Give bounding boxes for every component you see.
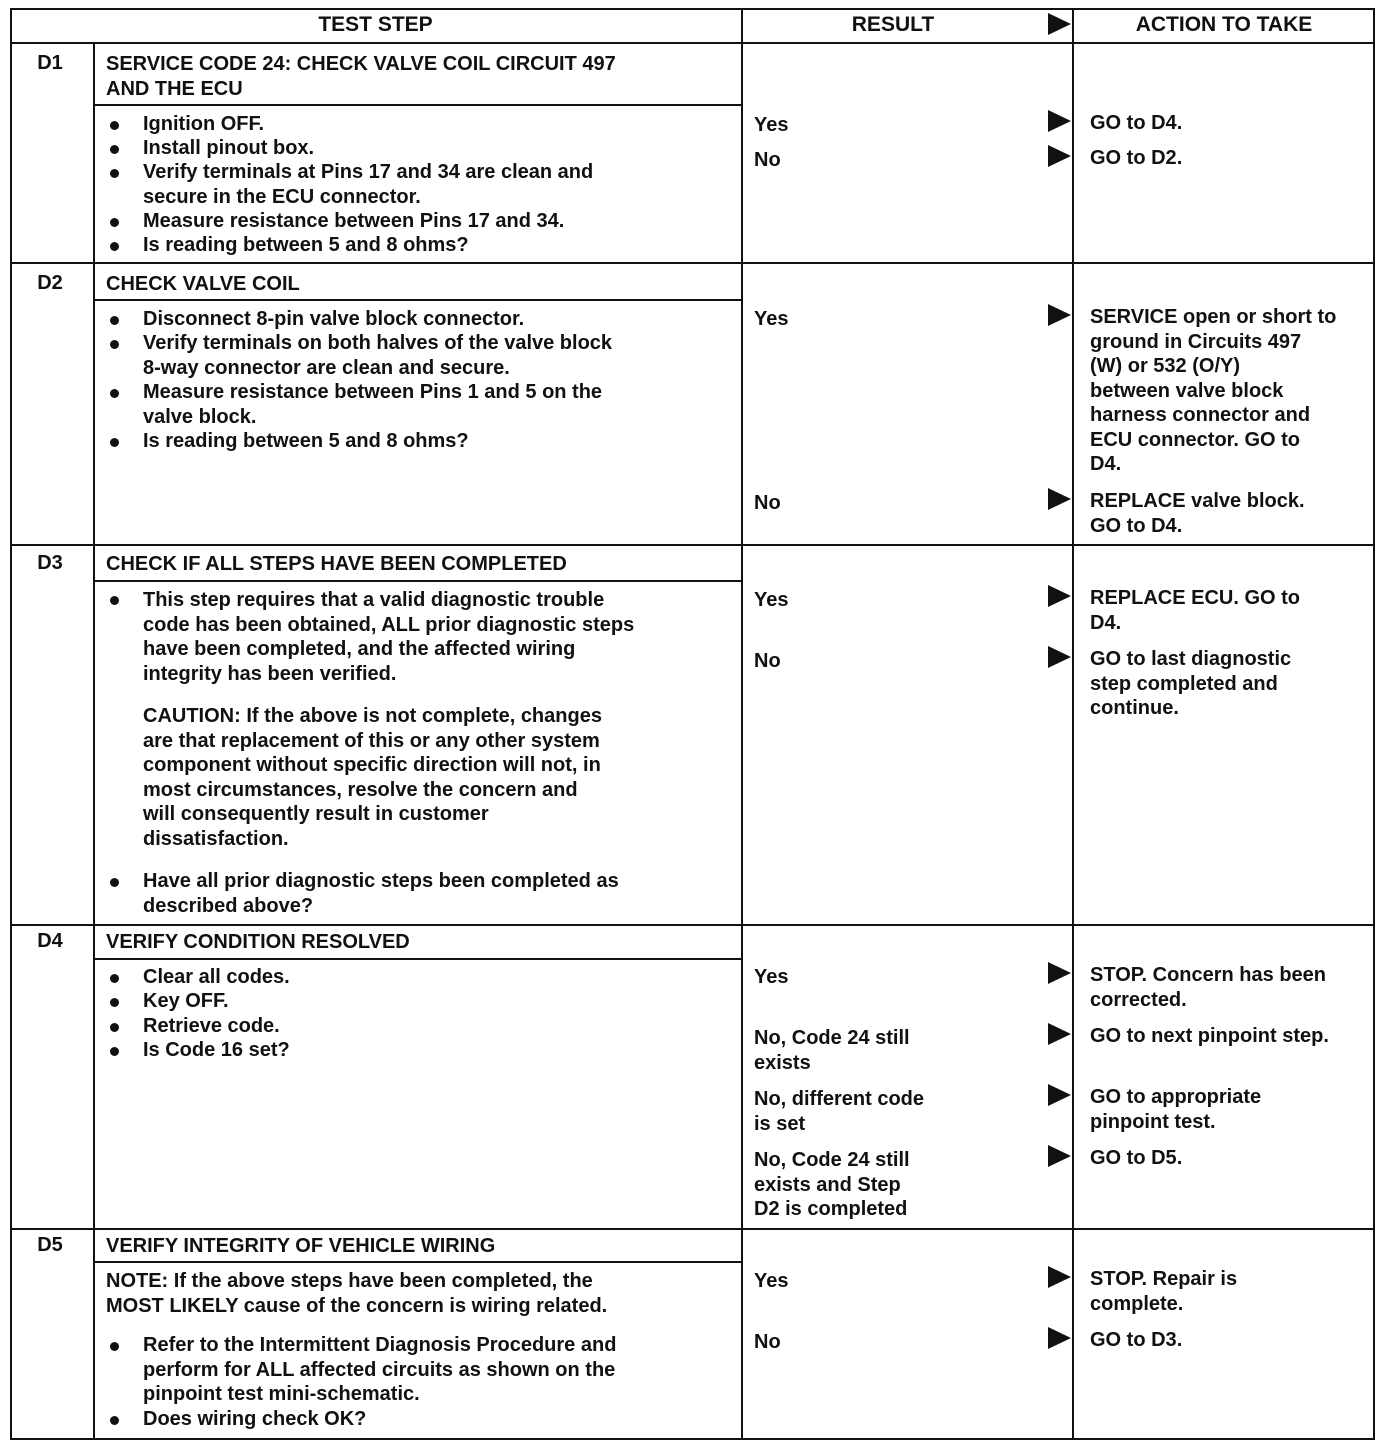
action-text: GO to D5. <box>1090 1147 1183 1169</box>
row-divider <box>10 924 1375 926</box>
title-underline-d4 <box>93 958 741 960</box>
arrow-icon <box>1048 1023 1071 1045</box>
action-text: GO to D2. <box>1090 147 1183 169</box>
arrow-icon <box>1048 110 1071 132</box>
bullet-text: Ignition OFF. <box>143 113 265 135</box>
table-border-top <box>10 8 1375 10</box>
action-text: REPLACE valve block. GO to D4. <box>1090 490 1305 537</box>
action-text: REPLACE ECU. GO to D4. <box>1090 587 1301 634</box>
bullet-text: Install pinout box. <box>143 137 315 159</box>
arrow-icon <box>1048 488 1071 510</box>
step-divider-d1 <box>93 42 95 262</box>
result-label: Yes <box>754 114 789 136</box>
arrow-icon <box>1048 1327 1071 1349</box>
arrow-icon <box>1048 145 1071 167</box>
bullet-icon <box>110 1342 119 1351</box>
step-title-d3: CHECK IF ALL STEPS HAVE BEEN COMPLETED <box>106 553 567 575</box>
bullet-text: Is reading between 5 and 8 ohms? <box>143 234 469 256</box>
bullet-icon <box>110 1023 119 1032</box>
bullet-text: Is Code 16 set? <box>143 1039 290 1061</box>
bullet-icon <box>110 974 119 983</box>
result-label: No <box>754 149 781 171</box>
result-label: No, Code 24 still exists and Step D2 is completed <box>754 1149 910 1220</box>
bullet-icon <box>110 596 119 605</box>
bullet-icon <box>110 998 119 1007</box>
step-title-d5: VERIFY INTEGRITY OF VEHICLE WIRING <box>106 1235 496 1257</box>
step-code-d4: D4 <box>37 930 63 952</box>
header-test-step: TEST STEP <box>318 13 433 36</box>
header-divider <box>10 42 1375 44</box>
title-underline-d2 <box>93 299 741 301</box>
bullet-icon <box>110 340 119 349</box>
action-text: GO to D3. <box>1090 1329 1183 1351</box>
arrow-icon <box>1048 585 1071 607</box>
bullet-text: Have all prior diagnostic steps been completed as described above? <box>143 870 619 917</box>
column-divider-action <box>1072 8 1074 1440</box>
bullet-icon <box>110 218 119 227</box>
action-text: GO to last diagnostic step completed and continue. <box>1090 648 1292 719</box>
bullet-text: Does wiring check OK? <box>143 1408 367 1430</box>
header-result: RESULT <box>851 13 935 36</box>
action-text: STOP. Concern has been corrected. <box>1090 964 1327 1011</box>
step-title-d2: CHECK VALVE COIL <box>106 273 300 295</box>
result-label: Yes <box>754 1270 789 1292</box>
title-underline-d3 <box>93 580 741 582</box>
step-code-d5: D5 <box>37 1234 63 1256</box>
arrow-icon <box>1048 1145 1071 1167</box>
header-action: ACTION TO TAKE <box>1135 13 1313 36</box>
bullet-icon <box>110 389 119 398</box>
result-label: No <box>754 1331 781 1353</box>
bullet-text: Measure resistance between Pins 17 and 34. <box>143 210 565 232</box>
step-divider-d2 <box>93 262 95 544</box>
action-text: GO to appropriate pinpoint test. <box>1090 1086 1262 1133</box>
bullet-text: Refer to the Intermittent Diagnosis Procedure and perform for ALL affected circuits as shown on the pinpoint test mini-schematic. <box>143 1334 617 1405</box>
action-text: GO to D4. <box>1090 112 1183 134</box>
bullet-text: Key OFF. <box>143 990 229 1012</box>
bullet-icon <box>110 145 119 154</box>
action-text: GO to next pinpoint step. <box>1090 1025 1329 1047</box>
bullet-icon <box>110 438 119 447</box>
action-text: STOP. Repair is complete. <box>1090 1268 1238 1315</box>
row-divider <box>10 262 1375 264</box>
arrow-icon <box>1048 646 1071 668</box>
bullet-text: Verify terminals at Pins 17 and 34 are clean and secure in the ECU connector. <box>143 161 594 208</box>
bullet-text: This step requires that a valid diagnostic trouble code has been obtained, ALL prior diagnostic steps have been completed, and the affected wiring integrity has been verified. <box>143 589 635 685</box>
diagnostic-table <box>10 8 1375 1440</box>
bullet-text: Retrieve code. <box>143 1015 280 1037</box>
title-underline-d5 <box>93 1261 741 1263</box>
arrow-icon <box>1048 304 1071 326</box>
arrow-icon <box>1048 1084 1071 1106</box>
bullet-icon <box>110 242 119 251</box>
step-code-d1: D1 <box>37 52 63 74</box>
step-title-d1: SERVICE CODE 24: CHECK VALVE COIL CIRCUIT 497 AND THE ECU <box>106 53 616 100</box>
step-divider-d4 <box>93 924 95 1228</box>
step-title-d4: VERIFY CONDITION RESOLVED <box>106 931 410 953</box>
arrow-icon <box>1048 1266 1071 1288</box>
bullet-icon <box>110 878 119 887</box>
action-text: SERVICE open or short to ground in Circuits 497 (W) or 532 (O/Y) between valve block harness connector and ECU connector. GO to D4. <box>1090 306 1337 475</box>
result-label: Yes <box>754 966 789 988</box>
bullet-text: Is reading between 5 and 8 ohms? <box>143 430 469 452</box>
bullet-text: Measure resistance between Pins 1 and 5 on the valve block. <box>143 381 603 428</box>
bullet-icon <box>110 1047 119 1056</box>
caution-text: CAUTION: If the above is not complete, changes are that replacement of this or any other system component without specific direction will not, in most circumstances, resolve the concern and will consequently result in customer dissatisfaction. <box>143 705 602 850</box>
table-border-right <box>1373 8 1375 1440</box>
bullet-icon <box>110 316 119 325</box>
title-underline-d1 <box>93 104 741 106</box>
row-divider <box>10 544 1375 546</box>
bullet-icon <box>110 121 119 130</box>
step-divider-d3 <box>93 544 95 924</box>
step-divider-d5 <box>93 1228 95 1440</box>
step-code-d3: D3 <box>37 552 63 574</box>
arrow-icon <box>1048 962 1071 984</box>
result-label: No <box>754 492 781 514</box>
bullet-icon <box>110 169 119 178</box>
result-label: Yes <box>754 308 789 330</box>
result-label: No, Code 24 still exists <box>754 1027 910 1074</box>
table-border-left <box>10 8 12 1440</box>
bullet-icon <box>110 1416 119 1425</box>
table-border-bottom <box>10 1438 1375 1440</box>
result-label: No, different code is set <box>754 1088 925 1135</box>
column-divider-result <box>741 8 743 1440</box>
bullet-text: Verify terminals on both halves of the valve block 8-way connector are clean and secure. <box>143 332 613 379</box>
header-arrow-icon <box>1048 13 1071 35</box>
bullet-text: Clear all codes. <box>143 966 290 988</box>
note-text: NOTE: If the above steps have been completed, the MOST LIKELY cause of the concern is wiring related. <box>106 1270 608 1317</box>
step-code-d2: D2 <box>37 272 63 294</box>
bullet-text: Disconnect 8-pin valve block connector. <box>143 308 525 330</box>
result-label: No <box>754 650 781 672</box>
row-divider <box>10 1228 1375 1230</box>
result-label: Yes <box>754 589 789 611</box>
